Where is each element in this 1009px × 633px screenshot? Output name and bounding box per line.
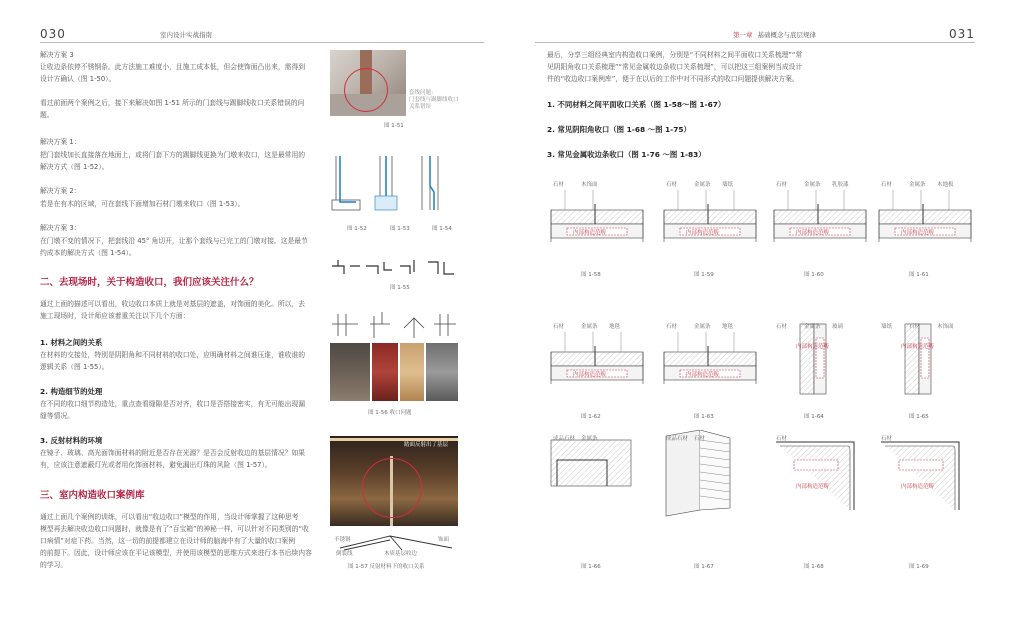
section2-line: 通过上面的描述可以看出，收边收口本质上就是对基层的遮盖，对饰面的美化。所以，去 [40, 300, 306, 308]
fig-1-57-annot-c: 木质基层收边 [384, 551, 418, 557]
material-label: 乳胶漆 [832, 182, 849, 188]
detail-drawing-66 [547, 430, 647, 520]
highlight-circle [344, 68, 388, 112]
detail-drawing-69 [875, 430, 975, 520]
material-label: 石材 [553, 324, 565, 330]
solution3-line: 设计方确认（图 1-50）。 [40, 75, 116, 83]
section3-heading: 三、室内构造收口案例库 [40, 490, 145, 501]
detail-drawing-60 [770, 176, 870, 266]
inner-structure-label: 内部构造范畴 [796, 484, 830, 490]
material-label: 地毯 [609, 324, 621, 330]
transition-line: 看过前面两个案例之后，接下来解决如图 1-51 所示的门套线与踢脚线收口关系错误的问 [40, 99, 305, 107]
solution3-line: 让收边条依停不锈钢条。此方法施工难度小，且施工成本低，但会使饰面凸出来，需得到 [40, 63, 306, 71]
running-header-right [733, 30, 816, 39]
header-rule-right [535, 42, 975, 43]
inner-structure-label: 内部构造范畴 [901, 230, 935, 236]
item3-title: 3. 反射材料的环境 [40, 436, 103, 445]
sol3b-title: 解决方案 3： [40, 224, 81, 232]
material-label: 石材 [776, 182, 788, 188]
detail-drawing-67 [660, 430, 760, 520]
item3-line: 有，应该注意遮蔽灯光或者用化饰面材料，避免漏出灯珠的风险（图 1-57）。 [40, 461, 272, 469]
highlight-circle [362, 458, 422, 518]
fig-1-51-photo [330, 50, 406, 116]
material-label: 金属条 [804, 182, 821, 188]
fig-1-56-caption: 图 1-56 收口问题 [368, 410, 412, 416]
fig-1-54-caption: 图 1-54 [432, 226, 452, 232]
page-number-right: 031 [949, 27, 975, 41]
material-label: 玻璃 [832, 324, 844, 330]
fig-1-52-caption: 图 1-52 [347, 226, 367, 232]
figure-caption: 图 1-60 [804, 272, 824, 278]
figure-caption: 图 1-59 [694, 272, 714, 278]
fig-1-56-drawings [330, 308, 458, 340]
material-label: 墙纸 [722, 182, 734, 188]
inner-structure-label: 内部构造范畴 [796, 230, 830, 236]
header-rule-left [40, 42, 484, 43]
figure-caption: 图 1-69 [909, 564, 929, 570]
right-page [505, 0, 1009, 633]
section3-line: 通过上面几个案例的训练，可以看出“收边收口”模型的作用，当设计师掌握了这种思考 [40, 513, 299, 521]
section3-line: 的前提下。因此，设计师应该在平记该模型，并使用该模型的思维方式来进行本书后续内容 [40, 549, 312, 557]
sol2-title: 解决方案 2： [40, 187, 81, 195]
figure-caption: 图 1-64 [804, 414, 824, 420]
fig-1-56-photos [330, 343, 458, 401]
figure-caption: 图 1-68 [804, 564, 824, 570]
section2-line: 施工现场时，设计师应该着重关注以下几个方面： [40, 312, 190, 320]
fig-1-57-caption: 图 1-57 反射材料下的收口关系 [348, 564, 425, 570]
intro-line: 见阴阳角收口关系梳理”“常见金属收边条收口关系梳理”，可以把这三组案例当成设计 [547, 63, 803, 71]
figure-caption: 图 1-66 [581, 564, 601, 570]
fig-1-52-54-drawings [330, 152, 458, 216]
intro-line: 件的“收边收口案例库”，便于在以后的工作中对不同形式的收口问题提供解决方案。 [547, 75, 799, 83]
section2-heading: 二、去现场时，关于构造收口，我们应该关注什么？ [40, 277, 259, 288]
inner-structure-label: 内部构造范畴 [573, 230, 607, 236]
material-label: 石材 [553, 182, 565, 188]
fig-1-57-annot-b: 饰面 [438, 537, 450, 543]
item1-line: 逻辑关系（图 1-55）。 [40, 363, 109, 371]
sol3b-line: 约成本的解决方式（图 1-54）。 [40, 249, 136, 257]
material-label: 石材 [881, 436, 893, 442]
material-label: 金属条 [694, 182, 711, 188]
fig-1-57-photo-label: 踏面反射出了基层 [404, 442, 449, 448]
intro-line: 最后，分享三组经典室内构造收口案例，分别是“不同材料之间平面收口关系梳理”“常 [547, 51, 803, 59]
detail-drawing-63 [660, 318, 760, 408]
material-label: 石材 [666, 324, 678, 330]
material-label: 石材 [694, 436, 706, 442]
material-label: 墙纸 [881, 324, 893, 330]
list-item-1: 1. 不同材料之间平面收口关系（图 1-58～图 1-67） [547, 100, 726, 109]
material-label: 木地板 [937, 182, 954, 188]
fig-1-57-photo [330, 436, 458, 526]
sol1-line: 解决方式（图 1-52）。 [40, 163, 109, 171]
left-page [0, 0, 504, 633]
sol1-line: 把门套线加长直接落在地面上，或将门套下方的踢脚线更换为门墩来收口，这是最常用的 [40, 151, 306, 159]
material-label: 金属条 [581, 436, 598, 442]
material-label: 金属条 [581, 324, 598, 330]
material-label: 木饰面 [937, 324, 954, 330]
running-header-left: 室内设计实战指南 [160, 31, 212, 39]
inner-structure-label: 内部构造范畴 [901, 484, 935, 490]
fig-1-57-annot-d: 倒装线 [336, 551, 353, 557]
material-label: 金属条 [694, 324, 711, 330]
detail-drawing-68 [770, 430, 870, 520]
item2-line: 在不同的收口细节构造处，重点查看缝隙是否对齐，收口是否搭接密实，有无可能出现漏 [40, 400, 306, 408]
chapter-title: 基础概念与底层规律 [757, 31, 816, 39]
item1-title: 1. 材料之间的关系 [40, 338, 103, 347]
material-label: 金属条 [909, 182, 926, 188]
list-item-2: 2. 常见阴阳角收口（图 1-68 ～图 1-75） [547, 125, 691, 134]
solution3-title: 解决方案 3 [40, 51, 74, 59]
detail-drawing-58 [547, 176, 647, 266]
material-label: 金属条 [804, 324, 821, 330]
material-label: 成品石材 [666, 436, 689, 442]
detail-drawing-64 [770, 318, 870, 408]
list-item-3: 3. 常见金属收边条收口（图 1-76 ～图 1-83） [547, 150, 706, 159]
section3-line: 的学习。 [40, 561, 68, 569]
sol1-title: 解决方案 1： [40, 138, 81, 146]
section3-line: 口病情”对症下药。当然，这一切的前提都建立在设计师的脑海中有了大量的收口案例 [40, 537, 296, 545]
detail-drawing-65 [875, 318, 975, 408]
inner-structure-label: 内部构造范畴 [686, 372, 720, 378]
material-label: 石材 [776, 436, 788, 442]
inner-structure-label: 内部构造范畴 [573, 372, 607, 378]
inner-structure-label: 内部构造范畴 [686, 230, 720, 236]
fig-1-55-caption: 图 1-55 [390, 285, 410, 291]
section3-line: 模型再去解决收边收口问题时，就像是有了“百宝箱”的神秘一样，可以针对不同类别的“收 [40, 525, 309, 533]
inner-structure-label: 内部构造范畴 [901, 344, 935, 350]
item1-line: 在材料的交接处，特别是阴阳角和不同材料的收口处，应明确材料之间谁压谁，谁收谁的 [40, 351, 306, 359]
fig-1-55-drawings [330, 258, 458, 278]
material-label: 石材 [881, 182, 893, 188]
item2-title: 2. 构造细节的处理 [40, 387, 103, 396]
item3-line: 在镜子、玻璃、高光面饰面材料的附近是否存在光源？是否会反射收边的基层情况？如果 [40, 449, 306, 457]
detail-drawing-59 [660, 176, 760, 266]
sol3b-line: 在门墩不变的情况下，把套线沿 45° 角切开，让那个套线与已完工的门墩对接。这是最节 [40, 237, 308, 245]
figure-caption: 图 1-58 [581, 272, 601, 278]
figure-caption: 图 1-67 [694, 564, 714, 570]
material-label: 石材 [776, 324, 788, 330]
material-label: 石材 [909, 324, 921, 330]
material-label: 地毯 [722, 324, 734, 330]
figure-caption: 图 1-61 [909, 272, 929, 278]
detail-drawing-62 [547, 318, 647, 408]
figure-caption: 图 1-62 [581, 414, 601, 420]
fig-1-53-caption: 图 1-53 [390, 226, 410, 232]
material-label: 石材 [666, 182, 678, 188]
material-label: 木饰面 [581, 182, 598, 188]
figure-caption: 图 1-63 [694, 414, 714, 420]
detail-drawing-61 [875, 176, 975, 266]
figure-caption: 图 1-65 [909, 414, 929, 420]
item2-line: 缝等情况。 [40, 412, 74, 420]
fig-1-57-annot-a: 不锈钢 [334, 537, 351, 543]
fig-1-51-caption: 图 1-51 [384, 123, 404, 129]
sol2-line: 若是在有木的区域，可在套线下面增加石材门墩来收口（图 1-53）。 [40, 200, 245, 208]
material-label: 成品石材 [553, 436, 576, 442]
inner-structure-label: 内部构造范畴 [796, 344, 830, 350]
page-number-left: 030 [40, 27, 66, 41]
chapter-label: 第一章 [733, 31, 753, 39]
fig-1-51-annotation: 套线问题： 门套线与踢脚线收口 关系错误 [409, 90, 459, 110]
transition-line: 题。 [40, 111, 54, 119]
